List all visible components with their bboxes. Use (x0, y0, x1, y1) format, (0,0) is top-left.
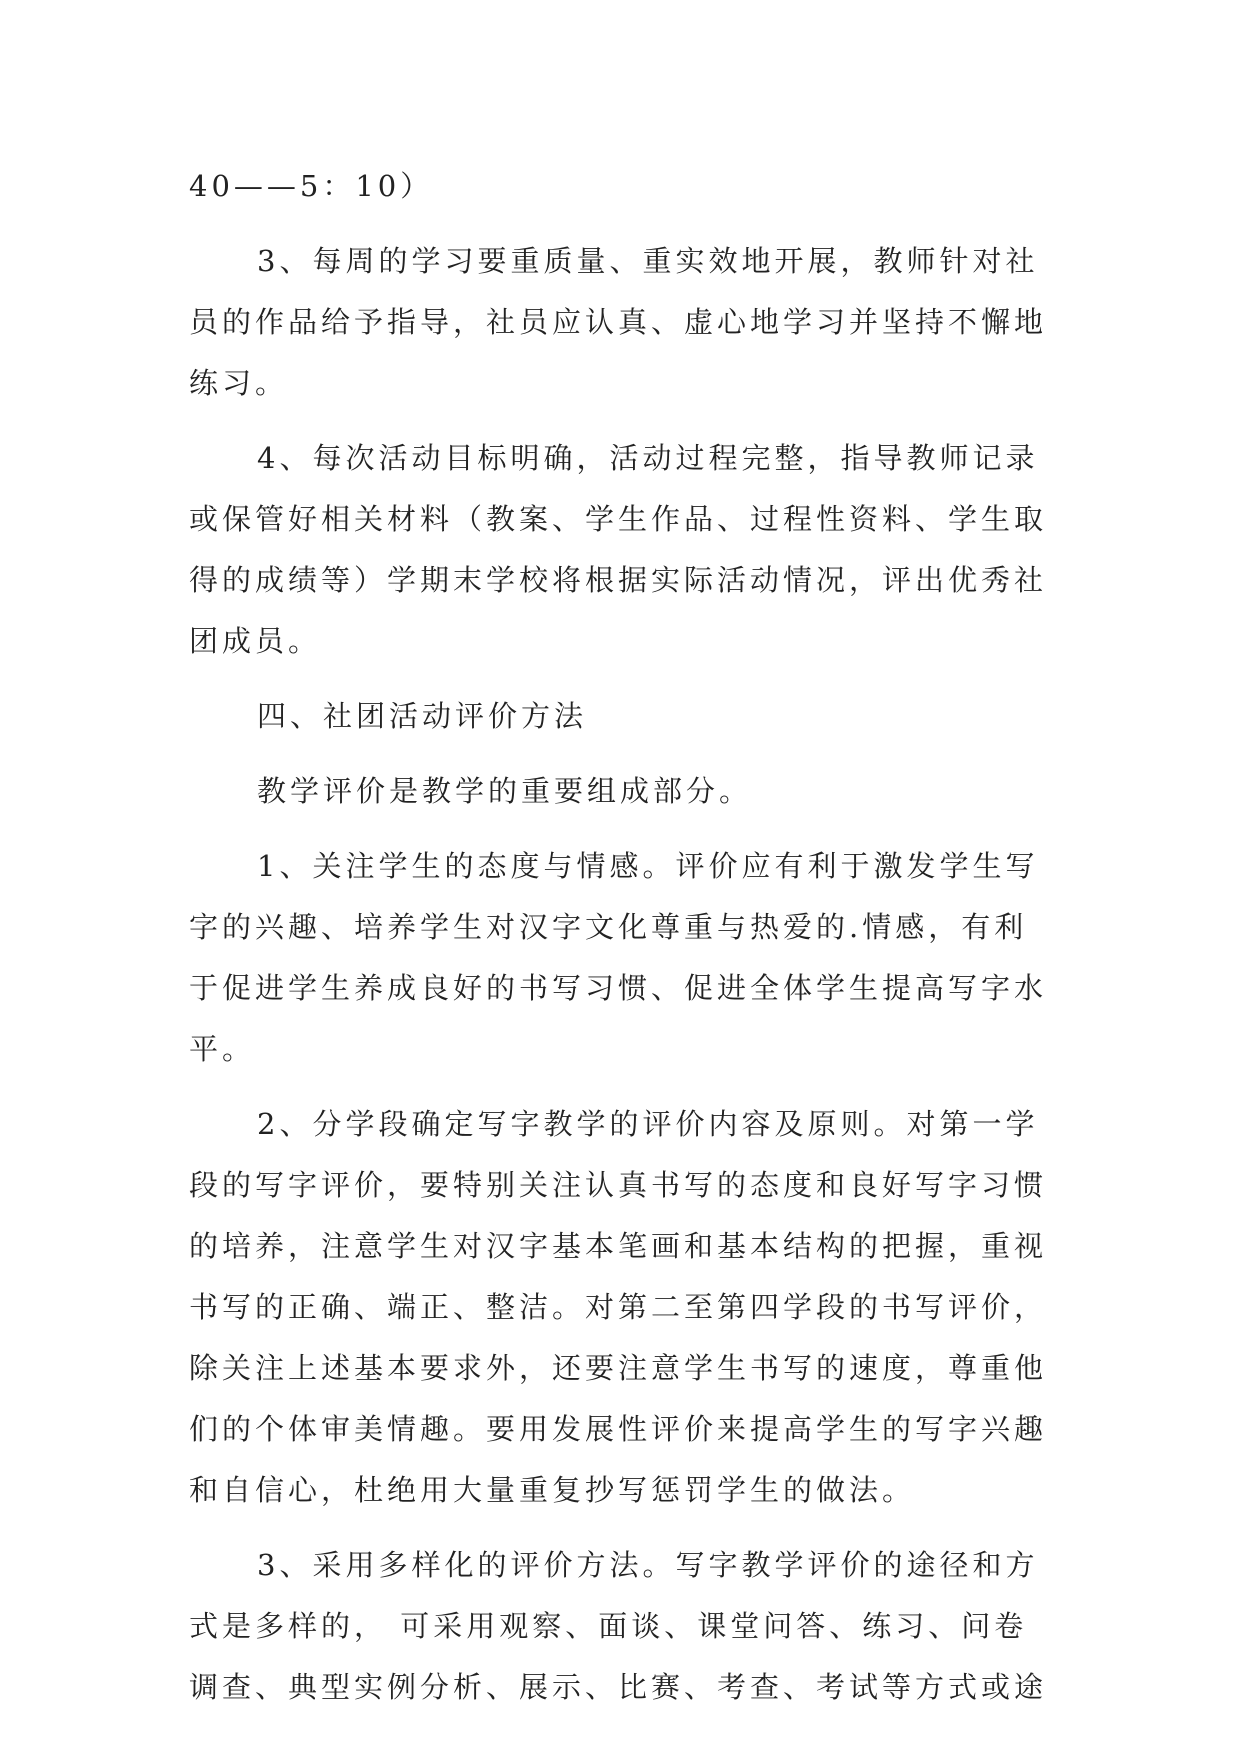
text-line: 调查、典型实例分析、展示、比赛、考查、考试等方式或途 (189, 1670, 1048, 1704)
text-line: 的培养，注意学生对汉字基本笔画和基本结构的把握，重视 (189, 1229, 1048, 1263)
text-line: 除关注上述基本要求外，还要注意学生书写的速度，尊重他 (189, 1351, 1048, 1385)
paragraph-start-line: 教学评价是教学的重要组成部分。 (257, 774, 753, 808)
paragraph-start-line: 3、每周的学习要重质量、重实效地开展，教师针对社 (257, 244, 1039, 278)
text-line: 练习。 (189, 366, 289, 400)
text-line: 团成员。 (189, 624, 322, 658)
text-line: 字的兴趣、培养学生对汉字文化尊重与热爱的.情感，有利 (189, 910, 1028, 944)
section-heading: 四、社团活动评价方法 (257, 699, 588, 733)
text-line: 段的写字评价，要特别关注认真书写的态度和良好写字习惯 (189, 1168, 1048, 1202)
paragraph-start-line: 1、关注学生的态度与情感。评价应有利于激发学生写 (257, 849, 1039, 883)
document-body (189, 156, 1049, 1718)
paragraph-start-line: 3、采用多样化的评价方法。写字教学评价的途径和方 (257, 1548, 1039, 1582)
text-line: 或保管好相关材料（教案、学生作品、过程性资料、学生取 (189, 502, 1048, 536)
text-line: 式是多样的， 可采用观察、面谈、课堂问答、练习、问卷 (189, 1609, 1028, 1643)
text-line: 40——5：10） (189, 169, 434, 203)
paragraph-start-line: 2、分学段确定写字教学的评价内容及原则。对第一学 (257, 1107, 1039, 1141)
text-line: 得的成绩等）学期末学校将根据实际活动情况，评出优秀社 (189, 563, 1048, 597)
text-line: 和自信心，杜绝用大量重复抄写惩罚学生的做法。 (189, 1473, 916, 1507)
paragraph-start-line: 4、每次活动目标明确，活动过程完整，指导教师记录 (257, 441, 1039, 475)
text-line: 员的作品给予指导，社员应认真、虚心地学习并坚持不懈地 (189, 305, 1048, 339)
text-line: 书写的正确、端正、整洁。对第二至第四学段的书写评价， (189, 1290, 1048, 1324)
text-line: 于促进学生养成良好的书写习惯、促进全体学生提高写字水 (189, 971, 1048, 1005)
text-line: 们的个体审美情趣。要用发展性评价来提高学生的写字兴趣 (189, 1412, 1048, 1446)
text-line: 平。 (189, 1032, 256, 1066)
